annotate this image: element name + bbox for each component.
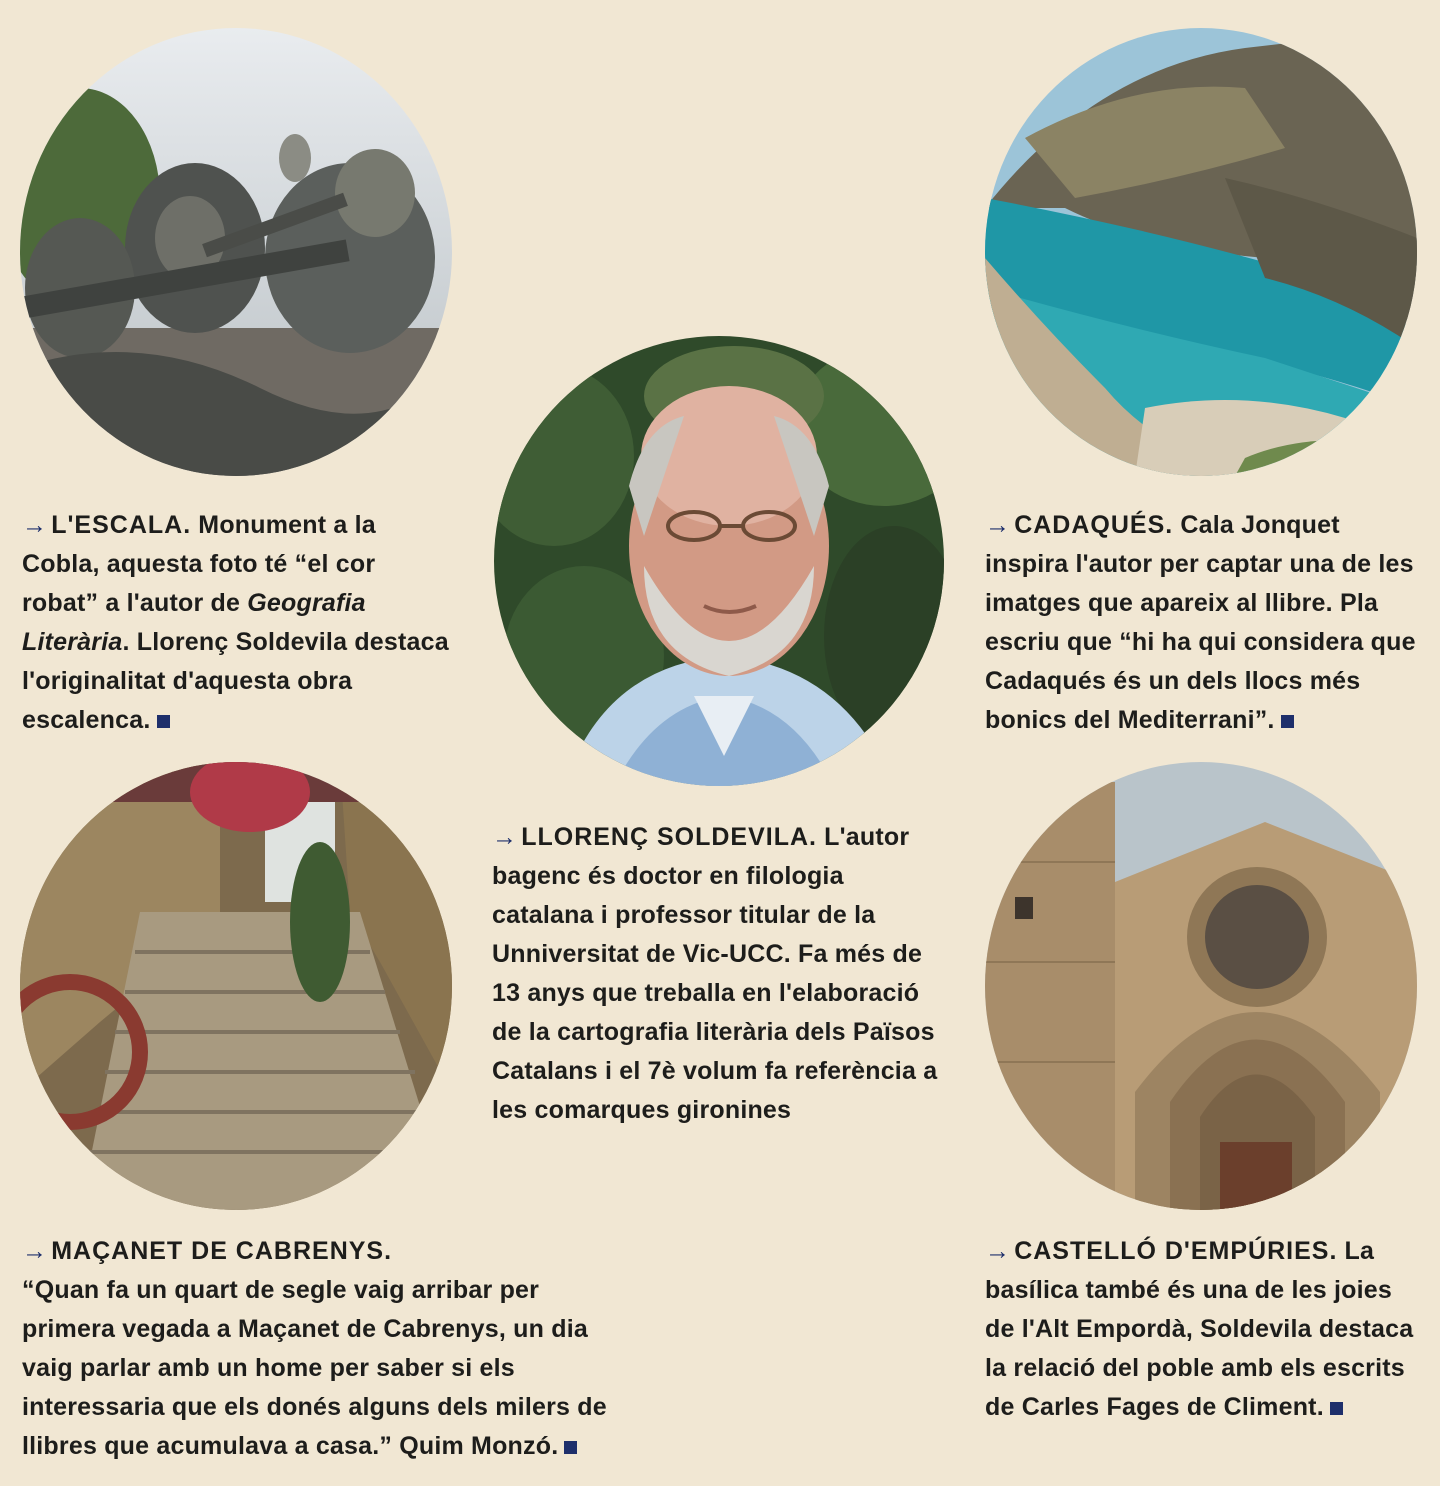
caption-text: L'autor bagenc és doctor en filologia catalana i professor titular de la Unniversitat de Vic-UCC. Fa més de 13 anys que treballa en l'elaboració de la cartografia literària dels Països Catalans i el 7è volum fa referència a les comarques gironines: [492, 823, 938, 1124]
caption-text: Cala Jonquet inspira l'autor per captar una de les imatges que apareix al llibre. Pla escriu que “hi ha qui considera que Cadaqués és un dels llocs més bonics del Mediterrani”.: [985, 511, 1416, 734]
photo-castello: [985, 762, 1417, 1210]
arrow-icon: →: [985, 511, 1011, 539]
caption-castello: [985, 1232, 1417, 1427]
square-icon: [157, 715, 170, 728]
caption-place: MAÇANET DE CABRENYS.: [51, 1237, 393, 1265]
square-icon: [1330, 1402, 1343, 1415]
photo-lescala: [20, 28, 452, 476]
arrow-icon: →: [985, 1237, 1011, 1265]
book-title: Geografia Literària: [22, 589, 366, 656]
photo-soldevila: [494, 336, 944, 786]
caption-cadaques: [985, 506, 1417, 740]
caption-place: LLORENÇ SOLDEVILA.: [521, 823, 817, 851]
square-icon: [564, 1441, 577, 1454]
caption-soldevila: [492, 818, 944, 1130]
caption-lescala: [22, 506, 454, 740]
caption-place: CASTELLÓ D'EMPÚRIES.: [1014, 1237, 1338, 1265]
photo-cadaques: [985, 28, 1417, 476]
caption-place: CADAQUÉS.: [1014, 511, 1174, 539]
arrow-icon: →: [22, 1237, 48, 1265]
caption-text: La basílica també és una de les joies de l'Alt Empordà, Soldevila destaca la relació del poble amb els escrits de Carles Fages de Climent.: [985, 1237, 1414, 1421]
caption-place: L'ESCALA.: [51, 511, 192, 539]
caption-macanet: [22, 1232, 632, 1466]
caption-text: “Quan fa un quart de segle vaig arribar per primera vegada a Maçanet de Cabrenys, un dia vaig parlar amb un home per saber si els interessaria que els donés alguns dels milers de llibres que acumulava a casa.” Quim Monzó.: [22, 1276, 607, 1460]
photo-macanet: [20, 762, 452, 1210]
caption-text: Monument a la Cobla, aquesta foto té “el cor robat” a l'autor de: [22, 511, 376, 617]
arrow-icon: →: [492, 823, 518, 851]
square-icon: [1281, 715, 1294, 728]
caption-text: . Llorenç Soldevila destaca l'originalitat d'aquesta obra escalenca.: [22, 628, 449, 734]
arrow-icon: →: [22, 511, 48, 539]
